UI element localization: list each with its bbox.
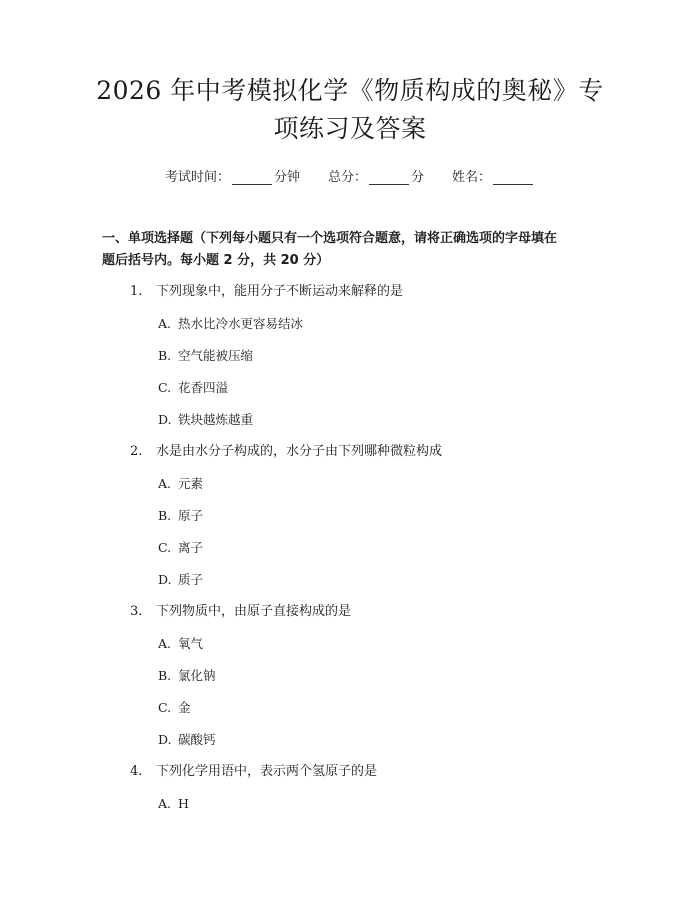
question-number: 1. bbox=[130, 284, 143, 299]
option-text: 空气能被压缩 bbox=[178, 348, 254, 363]
question-4 bbox=[0, 763, 700, 795]
option-3b bbox=[0, 667, 700, 699]
name-label: 姓名： bbox=[452, 170, 492, 185]
option-3c bbox=[0, 699, 700, 731]
option-text: 原子 bbox=[178, 508, 204, 523]
page-title bbox=[60, 72, 640, 148]
option-text: 碳酸钙 bbox=[178, 732, 216, 747]
option-letter: A. bbox=[158, 636, 172, 651]
option-2d bbox=[0, 571, 700, 603]
option-text: 热水比冷水更容易结冰 bbox=[178, 316, 304, 331]
exam-time-field bbox=[165, 166, 300, 185]
option-text: 离子 bbox=[178, 540, 204, 555]
option-text: 铁块越炼越重 bbox=[178, 412, 254, 427]
section-heading-line-1: 一、单项选择题（下列每小题只有一个选项符合题意，请将正确选项的字母填在 bbox=[102, 231, 558, 246]
option-text: H bbox=[178, 796, 189, 811]
question-text: 下列化学用语中，表示两个氢原子的是 bbox=[156, 764, 378, 779]
option-letter: C. bbox=[158, 700, 172, 715]
exam-time-unit: 分钟 bbox=[273, 170, 300, 185]
option-2b bbox=[0, 507, 700, 539]
option-1a bbox=[0, 315, 700, 347]
option-2a bbox=[0, 475, 700, 507]
question-number: 4. bbox=[130, 764, 143, 779]
question-text: 下列现象中，能用分子不断运动来解释的是 bbox=[156, 284, 404, 299]
option-letter: A. bbox=[158, 316, 172, 331]
question-3 bbox=[0, 603, 700, 635]
total-score-field bbox=[328, 166, 424, 185]
option-1b bbox=[0, 347, 700, 379]
question-list bbox=[0, 283, 700, 827]
option-letter: B. bbox=[158, 348, 172, 363]
option-letter: B. bbox=[158, 508, 172, 523]
option-letter: D. bbox=[158, 572, 172, 587]
option-text: 氯化钠 bbox=[178, 668, 216, 683]
total-score-blank bbox=[369, 170, 409, 185]
option-text: 花香四溢 bbox=[178, 380, 229, 395]
option-3d bbox=[0, 731, 700, 763]
option-2c bbox=[0, 539, 700, 571]
option-letter: C. bbox=[158, 380, 172, 395]
name-field bbox=[452, 166, 535, 185]
section-heading bbox=[102, 228, 602, 272]
option-letter: D. bbox=[158, 732, 172, 747]
option-letter: C. bbox=[158, 540, 172, 555]
option-text: 金 bbox=[178, 700, 191, 715]
question-2 bbox=[0, 443, 700, 475]
exam-time-blank bbox=[232, 170, 272, 185]
option-1c bbox=[0, 379, 700, 411]
question-text: 下列物质中，由原子直接构成的是 bbox=[156, 604, 352, 619]
name-blank bbox=[493, 170, 533, 185]
option-1d bbox=[0, 411, 700, 443]
section-heading-line-2: 题后括号内。每小题 2 分，共 20 分） bbox=[102, 253, 330, 268]
option-letter: B. bbox=[158, 668, 172, 683]
question-text: 水是由水分子构成的，水分子由下列哪种微粒构成 bbox=[156, 444, 443, 459]
exam-info bbox=[0, 166, 700, 185]
question-number: 3. bbox=[130, 604, 143, 619]
option-4a bbox=[0, 795, 700, 827]
option-3a bbox=[0, 635, 700, 667]
exam-time-label: 考试时间： bbox=[164, 170, 230, 185]
option-text: 质子 bbox=[178, 572, 204, 587]
total-score-unit: 分 bbox=[411, 170, 425, 185]
option-letter: A. bbox=[158, 796, 172, 811]
option-text: 氧气 bbox=[178, 636, 204, 651]
option-text: 元素 bbox=[178, 476, 204, 491]
question-1 bbox=[0, 283, 700, 315]
question-number: 2. bbox=[130, 444, 143, 459]
title-line-1: 2026 年中考模拟化学《物质构成的奥秘》专 bbox=[96, 76, 604, 105]
total-score-label: 总分： bbox=[327, 170, 367, 185]
option-letter: D. bbox=[158, 412, 172, 427]
option-letter: A. bbox=[158, 476, 172, 491]
title-line-2: 项练习及答案 bbox=[273, 114, 427, 143]
